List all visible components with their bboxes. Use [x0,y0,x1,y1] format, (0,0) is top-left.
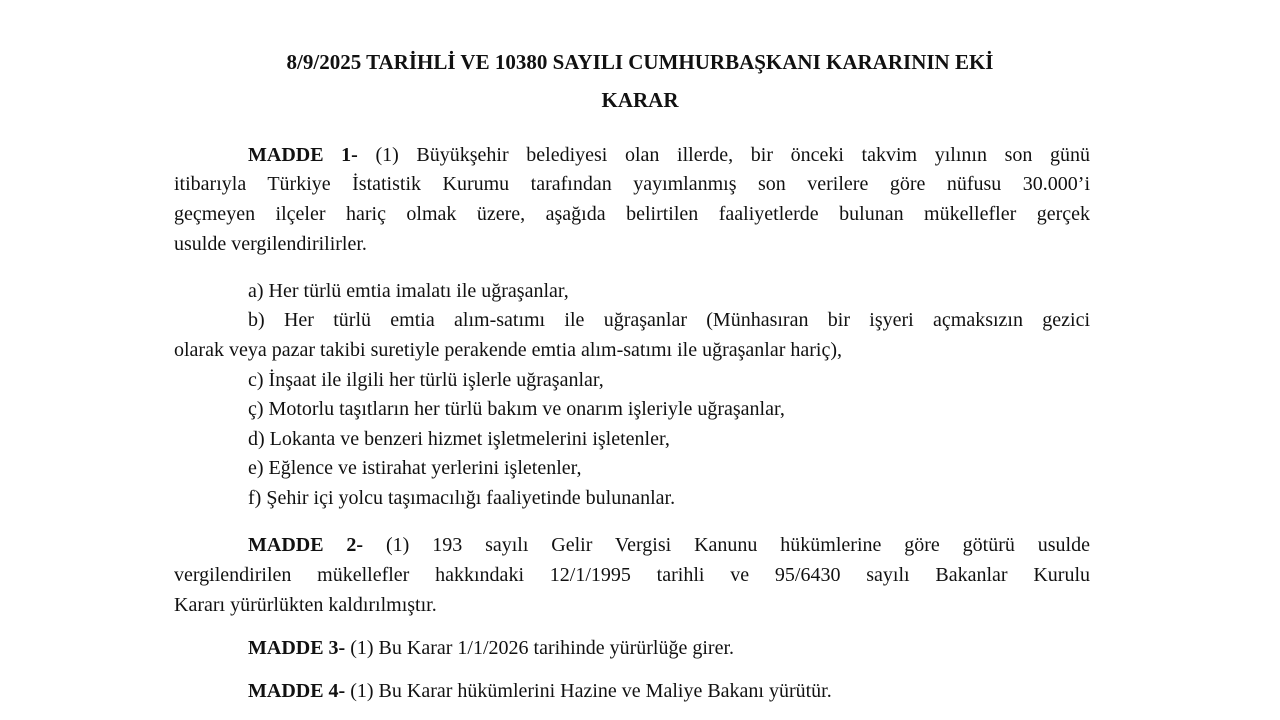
list-item-a [248,279,1090,303]
list-item-f-mark: f) [248,487,262,509]
madde-3-text-1: (1) Bu Karar 1/1/2026 tarihinde yürürlüğe girer. [350,637,734,659]
madde-4-label: MADDE 4- [248,680,346,702]
madde-1-line-1 [248,143,1090,167]
list-item-f [248,486,1090,510]
madde-2-line-3: Kararı yürürlükten kaldırılmıştır. [174,594,437,616]
list-item-e-text: Eğlence ve istirahat yerlerini işletenler, [268,457,582,479]
list-item-d [248,427,1090,451]
list-item-d-mark: d) [248,428,265,450]
list-item-a-text: Her türlü emtia imalatı ile uğraşanlar, [268,280,569,302]
list-item-b-mark: b) [248,309,265,331]
list-item-b [248,308,1090,332]
list-item-b-continued: olarak veya pazar takibi suretiyle perakende emtia alım-satımı ile uğraşanlar hariç), [174,339,843,361]
list-item-cc [248,397,1090,421]
list-item-c [248,368,1090,392]
list-item-e [248,456,1090,480]
list-item-cc-text: Motorlu taşıtların her türlü bakım ve onarım işleriyle uğraşanlar, [268,398,785,420]
madde-2-line-1 [248,533,1090,557]
madde-1-label: MADDE 1- [248,144,358,166]
list-item-d-text: Lokanta ve benzeri hizmet işletmelerini işletenler, [269,428,670,450]
madde-1-line-3: geçmeyen ilçeler hariç olmak üzere, aşağıda belirtilen faaliyetlerde bulunan mükellefler gerçek [174,203,1090,225]
madde-4-text-1: (1) Bu Karar hükümlerini Hazine ve Maliye Bakanı yürütür. [350,680,832,702]
madde-1-text-1: (1) Büyükşehir belediyesi olan illerde, bir önceki takvim yılının son günü [375,144,1090,166]
list-item-a-mark: a) [248,280,264,302]
document-subtitle: KARAR [601,88,679,112]
document-title: 8/9/2025 TARİHLİ VE 10380 SAYILI CUMHURBAŞKANI KARARININ EKİ [286,50,994,74]
list-item-f-text: Şehir içi yolcu taşımacılığı faaliyetinde bulunanlar. [266,487,676,509]
madde-1-line-2: itibarıyla Türkiye İstatistik Kurumu tarafından yayımlanmış son verilere göre nüfusu 30.000’i [174,173,1090,195]
madde-2-line-2: vergilendirilen mükellefler hakkındaki 12/1/1995 tarihli ve 95/6430 sayılı Bakanlar Kurulu [174,564,1090,586]
madde-3-line-1 [248,636,1090,660]
madde-2-text-1: (1) 193 sayılı Gelir Vergisi Kanunu hükümlerine göre götürü usulde [385,534,1090,556]
madde-4-line-1 [248,679,1090,703]
madde-1-line-4: usulde vergilendirilirler. [174,233,367,255]
list-item-e-mark: e) [248,457,264,479]
list-item-cc-mark: ç) [248,398,264,420]
list-item-b-text-1: Her türlü emtia alım-satımı ile uğraşanlar (Münhasıran bir işyeri açmaksızın gezici [283,309,1091,331]
list-item-c-mark: c) [248,369,264,391]
madde-3-label: MADDE 3- [248,637,346,659]
madde-2-label: MADDE 2- [248,534,364,556]
list-item-c-text: İnşaat ile ilgili her türlü işlerle uğraşanlar, [268,369,604,391]
